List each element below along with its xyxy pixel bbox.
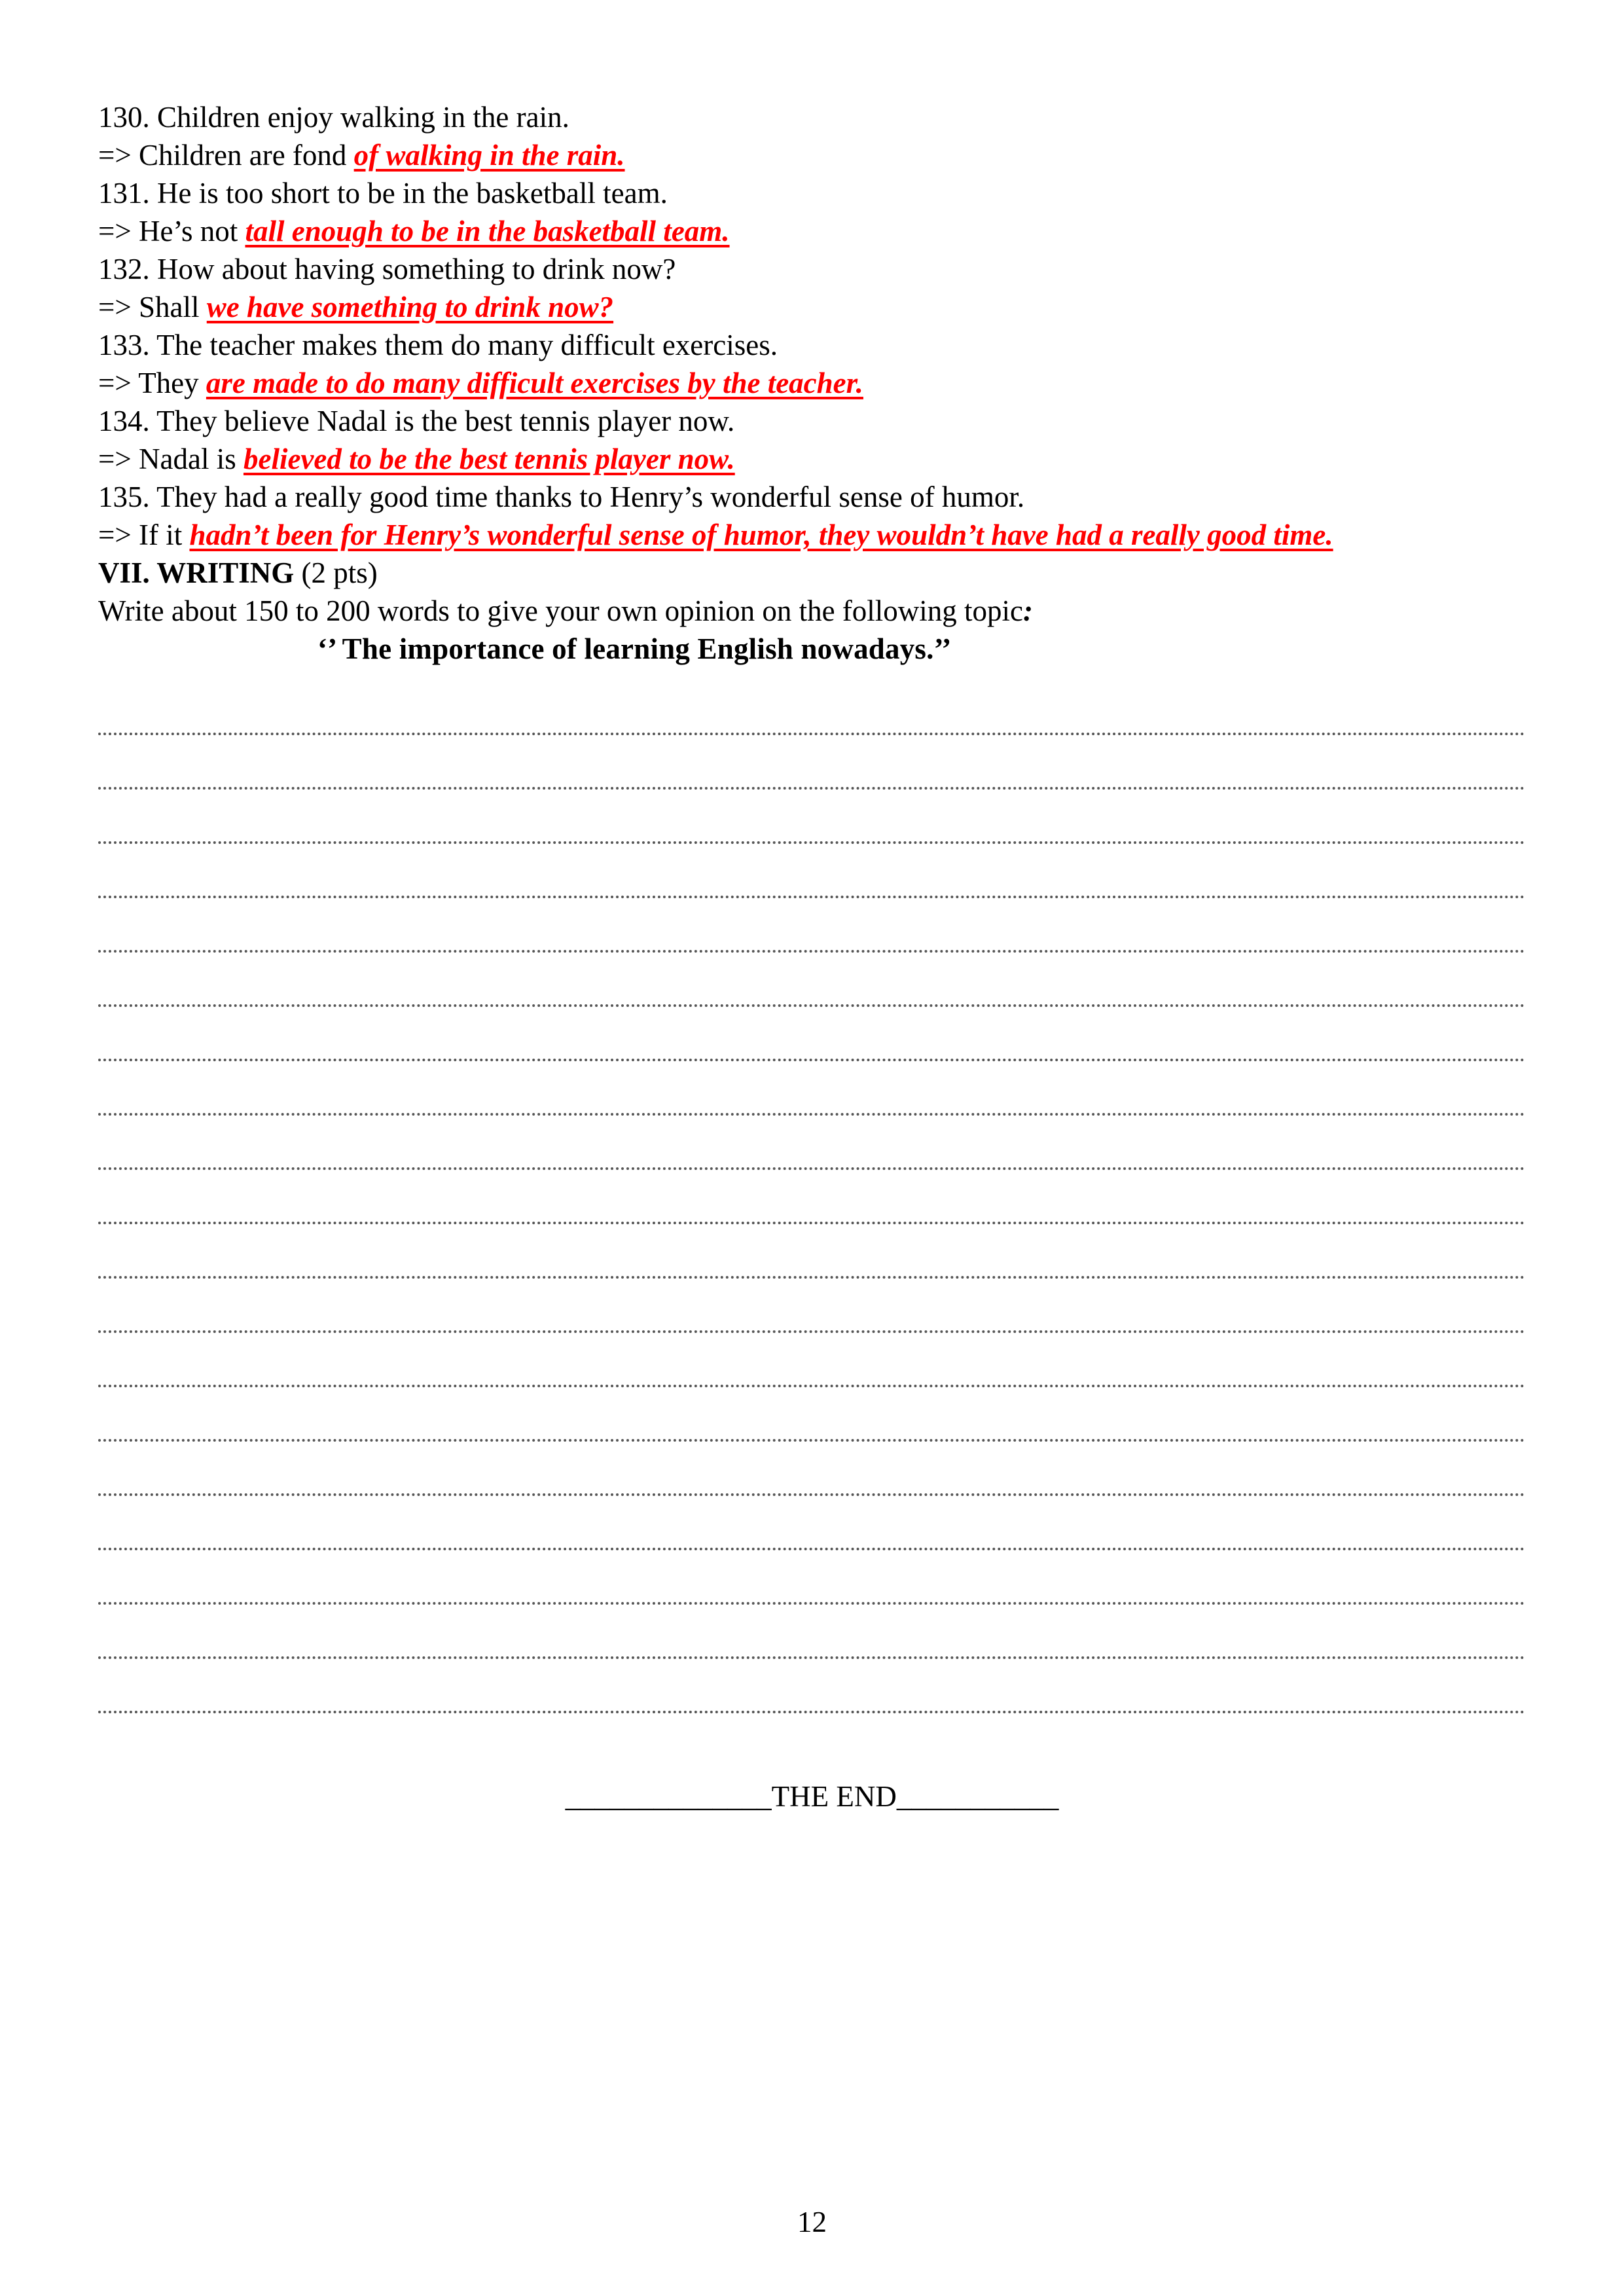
writing-line[interactable] [98, 1116, 1525, 1170]
writing-line[interactable] [98, 681, 1525, 735]
answer-line-134 [98, 440, 1525, 478]
answer-text: are made to do many difficult exercises by the teacher. [206, 367, 863, 399]
answer-prompt: => Nadal is [98, 443, 244, 475]
writing-line[interactable] [98, 735, 1525, 790]
writing-line[interactable] [98, 844, 1525, 898]
writing-instruction [98, 592, 1525, 630]
writing-line[interactable] [98, 1387, 1525, 1442]
answer-text: believed to be the best tennis player now. [243, 443, 735, 475]
instruction-colon: : [1023, 594, 1034, 627]
question-133: 133. The teacher makes them do many difficult exercises. [98, 329, 778, 361]
writing-line[interactable] [98, 1496, 1525, 1550]
instruction-text: Write about 150 to 200 words to give your own opinion on the following topic [98, 594, 1024, 627]
writing-line[interactable] [98, 1605, 1525, 1659]
exercise-content [98, 98, 1525, 668]
writing-line[interactable] [98, 953, 1525, 1007]
question-135: 135. They had a really good time thanks to Henry’s wonderful sense of humor. [98, 481, 1025, 513]
answer-line-135 [98, 516, 1525, 554]
writing-line[interactable] [98, 1279, 1525, 1333]
writing-topic: ‘’ The importance of learning English nowadays.’’ [317, 632, 952, 665]
writing-line[interactable] [98, 1442, 1525, 1496]
writing-line[interactable] [98, 1659, 1525, 1713]
answer-prompt: => They [98, 367, 206, 399]
writing-heading [98, 554, 1525, 592]
writing-line[interactable] [98, 1224, 1525, 1279]
answer-prompt: => If it [98, 519, 190, 551]
answer-line-132 [98, 288, 1525, 326]
question-134: 134. They believe Nadal is the best tennis player now. [98, 405, 735, 437]
question-132: 132. How about having something to drink now? [98, 253, 676, 285]
answer-text: hadn’t been for Henry’s wonderful sense of humor, they wouldn’t have had a really good time. [189, 519, 1333, 551]
section-points: (2 pts) [294, 556, 378, 589]
question-130: 130. Children enjoy walking in the rain. [98, 101, 569, 134]
writing-line[interactable] [98, 1007, 1525, 1061]
answer-prompt: => Children are fond [98, 139, 354, 172]
writing-line[interactable] [98, 1333, 1525, 1387]
writing-line[interactable] [98, 1550, 1525, 1605]
answer-line-133 [98, 364, 1525, 402]
answer-text: of walking in the rain. [353, 139, 625, 172]
writing-line[interactable] [98, 1061, 1525, 1116]
answer-line-131 [98, 212, 1525, 250]
the-end-marker: ______________THE END___________ [565, 1780, 1059, 1813]
writing-answer-area[interactable] [98, 681, 1525, 1713]
answer-text: we have something to drink now? [206, 291, 614, 323]
writing-line[interactable] [98, 790, 1525, 844]
answer-text: tall enough to be in the basketball team. [245, 215, 730, 247]
answer-line-130 [98, 136, 1525, 174]
answer-prompt: => He’s not [98, 215, 245, 247]
page-number: 12 [797, 2206, 827, 2238]
writing-line[interactable] [98, 1170, 1525, 1224]
question-131: 131. He is too short to be in the basketball team. [98, 177, 668, 210]
section-title: VII. WRITING [98, 556, 295, 589]
writing-line[interactable] [98, 898, 1525, 953]
answer-prompt: => Shall [98, 291, 207, 323]
